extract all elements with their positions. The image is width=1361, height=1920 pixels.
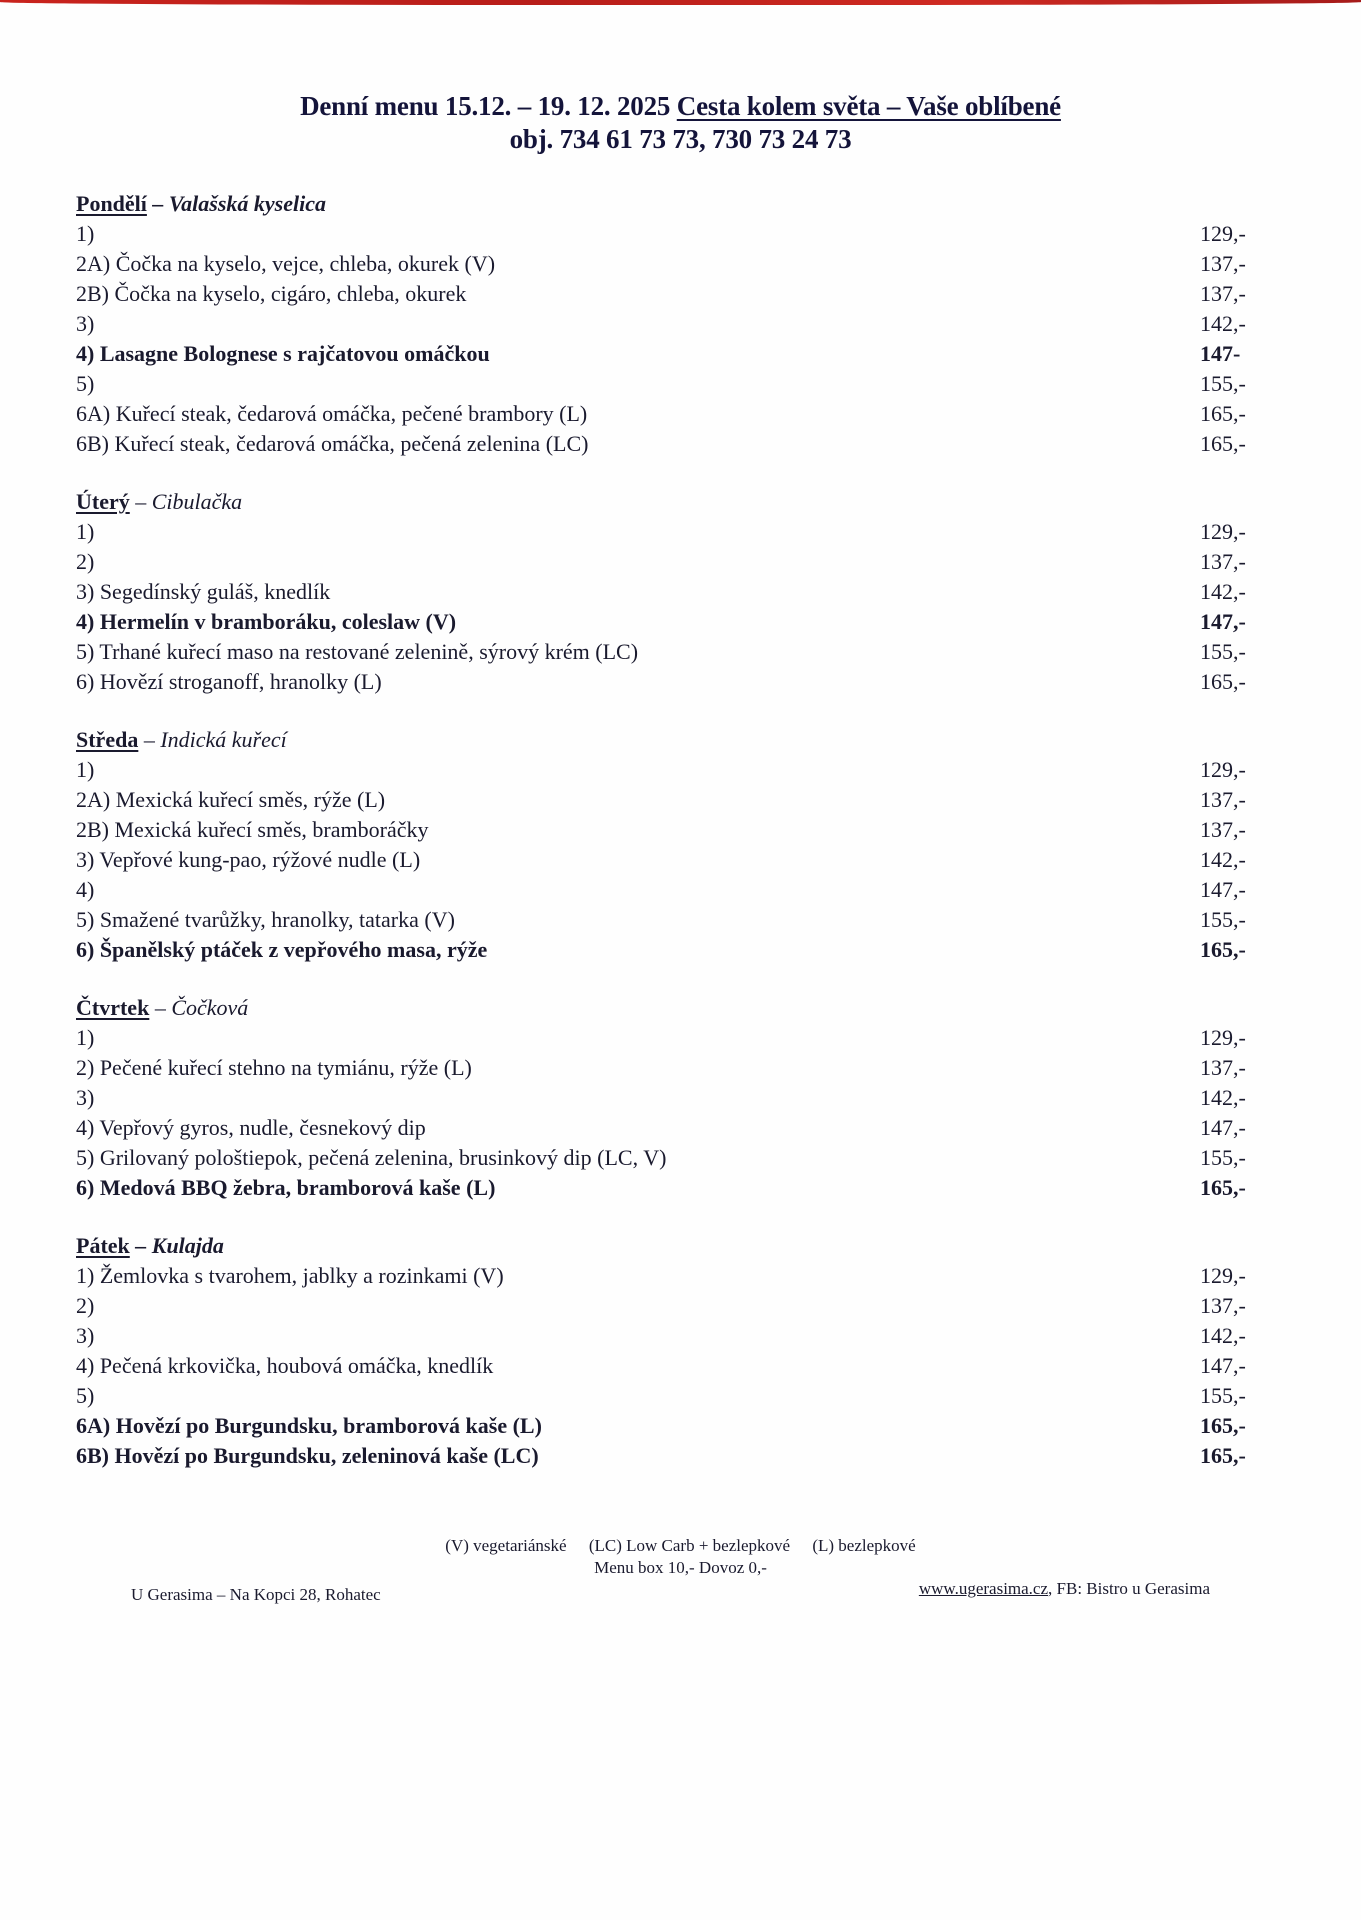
item-label: 1) Žemlovka s tvarohem, jablky a rozinkami (V) <box>76 1263 504 1288</box>
item-label: 6A) Hovězí po Burgundsku, bramborová kaše (L) <box>76 1413 542 1438</box>
legend-vegetarian: (V) vegetariánské <box>445 1536 567 1555</box>
menu-item <box>76 429 1260 459</box>
day-section <box>76 726 1260 965</box>
menu-item <box>76 219 1260 249</box>
day-section <box>76 190 1260 459</box>
item-label: 1) <box>76 519 95 544</box>
menu-item <box>76 1023 1260 1053</box>
item-label: 4) Hermelín v bramboráku, coleslaw (V) <box>76 609 457 634</box>
item-label: 6A) Kuřecí steak, čedarová omáčka, pečené brambory (L) <box>76 401 588 426</box>
item-price: 129,- <box>1200 221 1246 246</box>
item-price: 142,- <box>1200 311 1246 336</box>
item-price: 129,- <box>1200 1263 1246 1288</box>
menu-item <box>76 1053 1260 1083</box>
web-contact <box>919 1578 1210 1600</box>
day-name: Čtvrtek <box>76 995 150 1020</box>
menu-item <box>76 755 1260 785</box>
item-price: 155,- <box>1200 371 1246 396</box>
item-label: 3) Segedínský guláš, knedlík <box>76 579 331 604</box>
menu-item <box>76 815 1260 845</box>
address: U Gerasima – Na Kopci 28, Rohatec <box>131 1585 381 1604</box>
item-price: 137,- <box>1200 251 1246 276</box>
menu-item <box>76 1173 1260 1203</box>
menu-item <box>76 1083 1260 1113</box>
separator: – <box>149 995 172 1020</box>
item-price: 147,- <box>1200 877 1246 902</box>
week-menu <box>76 190 1260 1500</box>
website-link[interactable]: www.ugerasima.cz <box>918 1579 1049 1598</box>
item-price: 137,- <box>1200 549 1246 574</box>
item-price: 137,- <box>1200 1055 1246 1080</box>
item-price: 147,- <box>1200 609 1246 634</box>
item-price: 142,- <box>1200 579 1246 604</box>
menu-item <box>76 935 1260 965</box>
menu-item <box>76 577 1260 607</box>
separator: – <box>138 727 161 752</box>
item-label: 6B) Hovězí po Burgundsku, zeleninová kaše (LC) <box>76 1443 539 1468</box>
item-price: 137,- <box>1200 817 1246 842</box>
separator: – <box>129 1233 152 1258</box>
legend-glutenfree: (L) bezlepkové <box>812 1536 916 1555</box>
item-price: 155,- <box>1200 1145 1246 1170</box>
menu-item <box>76 875 1260 905</box>
menu-item <box>76 547 1260 577</box>
item-price: 137,- <box>1200 1293 1246 1318</box>
item-label: 5) Grilovaný pološtiepok, pečená zelenina, brusinkový dip (LC, V) <box>76 1145 667 1170</box>
item-price: 165,- <box>1200 937 1246 962</box>
item-label: 5) Smažené tvarůžky, hranolky, tatarka (V) <box>76 907 455 932</box>
menu-item <box>76 279 1260 309</box>
day-heading <box>76 190 1260 219</box>
item-price: 155,- <box>1200 907 1246 932</box>
item-label: 6) Španělský ptáček z vepřového masa, rýže <box>76 937 488 962</box>
item-label: 2) <box>76 1293 95 1318</box>
separator: – <box>129 489 152 514</box>
order-phones: obj. 734 61 73 73, 730 73 24 73 <box>509 124 852 154</box>
menu-header <box>0 90 1361 156</box>
item-price: 129,- <box>1200 757 1246 782</box>
menu-title: Denní menu 15.12. – 19. 12. 2025 <box>300 91 671 121</box>
item-price: 165,- <box>1200 1413 1246 1438</box>
menu-box-note: Menu box 10,- Dovoz 0,- <box>594 1558 767 1577</box>
item-price: 137,- <box>1200 281 1246 306</box>
menu-theme: Cesta kolem světa – Vaše oblíbené <box>676 91 1061 121</box>
item-label: 6B) Kuřecí steak, čedarová omáčka, pečená zelenina (LC) <box>76 431 589 456</box>
menu-item <box>76 339 1260 369</box>
item-label: 2B) Mexická kuřecí směs, bramboráčky <box>76 817 429 842</box>
item-label: 2A) Čočka na kyselo, vejce, chleba, okurek (V) <box>76 251 496 276</box>
paper-edge <box>0 0 1361 5</box>
item-label: 4) Lasagne Bolognese s rajčatovou omáčkou <box>76 341 490 366</box>
soup-name: Kulajda <box>151 1233 224 1258</box>
day-section <box>76 994 1260 1203</box>
item-label: 2) Pečené kuřecí stehno na tymiánu, rýže (L) <box>76 1055 472 1080</box>
item-label: 2B) Čočka na kyselo, cigáro, chleba, okurek <box>76 281 467 306</box>
menu-item <box>76 1321 1260 1351</box>
item-label: 5) Trhané kuřecí maso na restované zelenině, sýrový krém (LC) <box>76 639 639 664</box>
item-label: 6) Hovězí stroganoff, hranolky (L) <box>76 669 382 694</box>
menu-item <box>76 1291 1260 1321</box>
item-price: 147- <box>1200 341 1241 366</box>
soup-name: Cibulačka <box>151 489 243 514</box>
day-heading <box>76 994 1260 1023</box>
item-label: 3) <box>76 1085 95 1110</box>
menu-item <box>76 1381 1260 1411</box>
allergen-legend <box>0 1535 1361 1557</box>
item-label: 3) Vepřové kung-pao, rýžové nudle (L) <box>76 847 421 872</box>
day-section <box>76 488 1260 697</box>
item-label: 4) Vepřový gyros, nudle, česnekový dip <box>76 1115 426 1140</box>
item-label: 3) <box>76 1323 95 1348</box>
separator: – <box>146 191 169 216</box>
item-price: 165,- <box>1200 1443 1246 1468</box>
item-label: 1) <box>76 757 95 782</box>
menu-item <box>76 667 1260 697</box>
item-label: 2A) Mexická kuřecí směs, rýže (L) <box>76 787 386 812</box>
menu-item <box>76 1143 1260 1173</box>
item-price: 165,- <box>1200 1175 1246 1200</box>
item-label: 4) <box>76 877 95 902</box>
item-price: 129,- <box>1200 519 1246 544</box>
item-price: 129,- <box>1200 1025 1246 1050</box>
item-price: 142,- <box>1200 847 1246 872</box>
day-name: Středa <box>76 727 139 752</box>
item-label: 1) <box>76 1025 95 1050</box>
menu-item <box>76 517 1260 547</box>
day-name: Úterý <box>76 489 130 514</box>
menu-item <box>76 1411 1260 1441</box>
item-price: 142,- <box>1200 1085 1246 1110</box>
day-section <box>76 1232 1260 1471</box>
menu-item <box>76 637 1260 667</box>
menu-item <box>76 845 1260 875</box>
item-price: 165,- <box>1200 431 1246 456</box>
menu-item <box>76 1441 1260 1471</box>
item-label: 3) <box>76 311 95 336</box>
item-price: 165,- <box>1200 401 1246 426</box>
menu-item <box>76 309 1260 339</box>
item-price: 155,- <box>1200 639 1246 664</box>
item-price: 137,- <box>1200 787 1246 812</box>
facebook-text: , FB: Bistro u Gerasima <box>1048 1579 1210 1598</box>
day-heading <box>76 1232 1260 1261</box>
soup-name: Čočková <box>171 995 249 1020</box>
item-price: 165,- <box>1200 669 1246 694</box>
item-label: 6) Medová BBQ žebra, bramborová kaše (L) <box>76 1175 496 1200</box>
menu-item <box>76 785 1260 815</box>
menu-item <box>76 1261 1260 1291</box>
soup-name: Valašská kyselica <box>168 191 326 216</box>
day-name: Pátek <box>76 1233 130 1258</box>
item-price: 147,- <box>1200 1115 1246 1140</box>
menu-item <box>76 1351 1260 1381</box>
menu-item <box>76 399 1260 429</box>
item-price: 147,- <box>1200 1353 1246 1378</box>
menu-item <box>76 369 1260 399</box>
menu-item <box>76 249 1260 279</box>
item-label: 4) Pečená krkovička, houbová omáčka, knedlík <box>76 1353 494 1378</box>
item-price: 142,- <box>1200 1323 1246 1348</box>
item-label: 5) <box>76 1383 95 1408</box>
day-name: Pondělí <box>76 191 147 216</box>
menu-item <box>76 1113 1260 1143</box>
menu-item <box>76 607 1260 637</box>
day-heading <box>76 726 1260 755</box>
day-heading <box>76 488 1260 517</box>
item-price: 155,- <box>1200 1383 1246 1408</box>
menu-item <box>76 905 1260 935</box>
item-label: 5) <box>76 371 95 396</box>
item-label: 2) <box>76 549 95 574</box>
soup-name: Indická kuřecí <box>160 727 287 752</box>
legend-lowcarb: (LC) Low Carb + bezlepkové <box>588 1536 791 1555</box>
item-label: 1) <box>76 221 95 246</box>
